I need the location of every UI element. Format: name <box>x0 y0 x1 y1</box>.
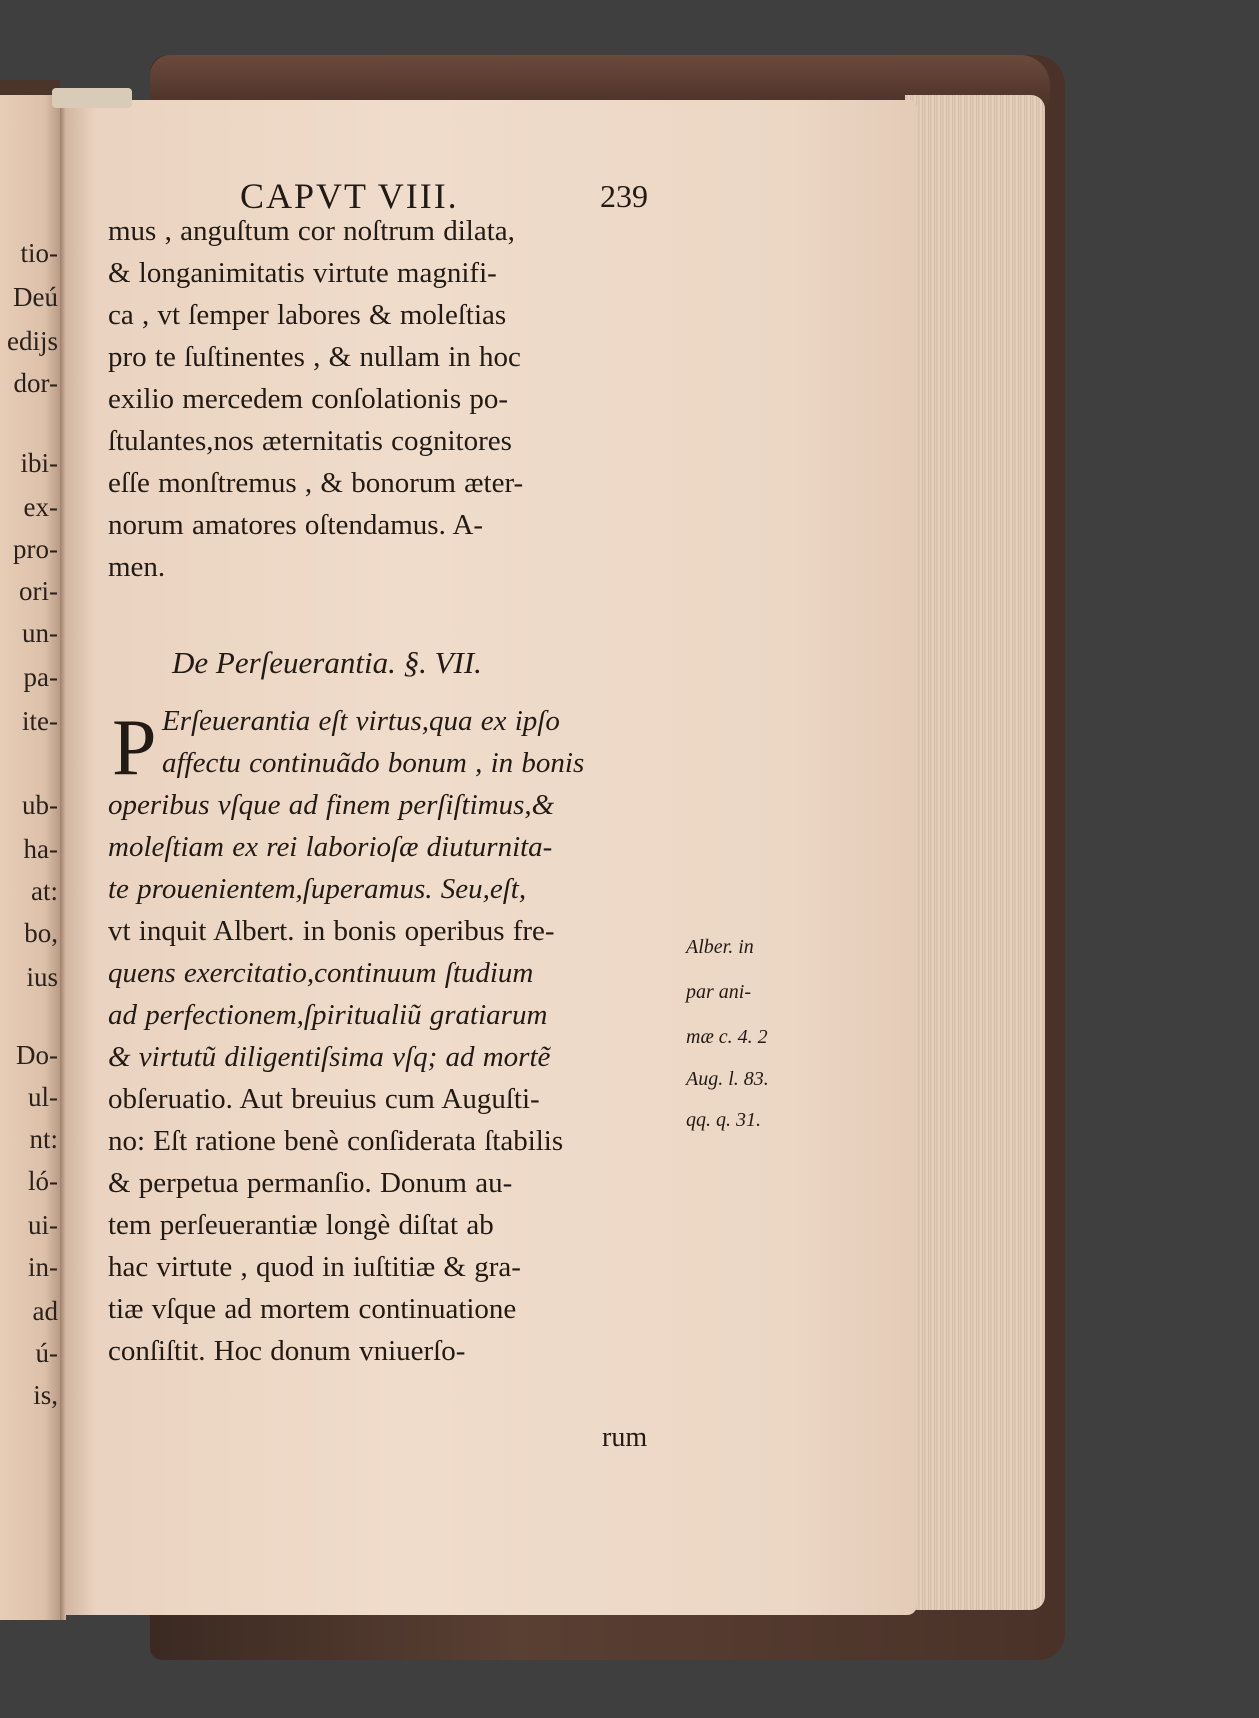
text-line: pro te ſuſtinentes , & nullam in hoc <box>108 341 521 373</box>
drop-cap: P <box>112 704 157 792</box>
text-line: tiæ vſque ad mortem continuatione <box>108 1293 517 1325</box>
text-line: no: Eſt ratione benè conſiderata ſtabilis <box>108 1125 564 1157</box>
left-page-fragment: in- <box>28 1252 58 1282</box>
text-line: ca , vt ſemper labores & moleſtias <box>108 299 507 331</box>
margin-note: mæ c. 4. 2 <box>686 1026 768 1048</box>
section-title: De Perſeuerantia. §. VII. <box>172 645 482 680</box>
left-page-fragment: un- <box>22 618 58 648</box>
text-line: quens exercitatio,continuum ſtudium <box>108 957 534 989</box>
binding-thread <box>52 88 132 108</box>
text-line: & perpetua permanſio. Donum au- <box>108 1167 513 1199</box>
left-page-fragment: ex- <box>23 492 58 522</box>
left-page-fragment: ui- <box>28 1210 58 1240</box>
text-line: tem perſeuerantiæ longè diſtat ab <box>108 1209 494 1241</box>
left-page-fragment: is, <box>33 1380 58 1410</box>
text-line: conſiſtit. Hoc donum vniuerſo- <box>108 1335 466 1367</box>
catchword: rum <box>602 1422 648 1453</box>
margin-note: qq. q. 31. <box>686 1109 761 1131</box>
text-line: te prouenientem,ſuperamus. Seu,eſt, <box>108 873 527 905</box>
text-line: affectu continuãdo bonum , in bonis <box>162 747 585 779</box>
text-line: moleſtiam ex rei laborioſæ diuturnita- <box>108 831 553 863</box>
left-page-fragment: ub- <box>22 790 58 820</box>
page-edges <box>905 95 1045 1610</box>
left-page-fragment: ha- <box>23 834 58 864</box>
margin-note: Alber. in <box>686 936 754 958</box>
text-line: vt inquit Albert. in bonis operibus fre- <box>108 915 555 947</box>
text-line: men. <box>108 551 166 583</box>
left-page-fragment: Deú <box>13 282 58 312</box>
left-page-fragment: Do- <box>16 1040 58 1070</box>
text-line: ſtulantes,nos æternitatis cognitores <box>108 425 512 457</box>
text-line: ad perfectionem,ſpiritualiũ gratiarum <box>108 999 548 1031</box>
left-page-fragment: ori- <box>19 576 58 606</box>
left-page-fragment: ló- <box>28 1166 58 1196</box>
left-page-fragment: ú- <box>35 1338 58 1368</box>
text-line: obſeruatio. Aut breuius cum Auguſti- <box>108 1083 540 1115</box>
gutter <box>60 95 66 1620</box>
left-page-fragment: dor- <box>13 368 58 398</box>
page-number: 239 <box>600 178 648 214</box>
running-header: CAPVT VIII. <box>240 176 459 216</box>
left-page-fragment: tio- <box>20 238 58 268</box>
left-page-fragment: bo, <box>24 918 58 948</box>
text-line: eſſe monſtremus , & bonorum æter- <box>108 467 524 499</box>
left-page-fragment: ad <box>32 1296 58 1326</box>
text-line: Erſeuerantia eſt virtus,qua ex ipſo <box>162 705 560 737</box>
left-page-fragment: ibi- <box>20 448 58 478</box>
text-line: norum amatores oſtendamus. A- <box>108 509 484 541</box>
left-page-fragment: nt: <box>29 1124 58 1154</box>
left-page-fragment: pro- <box>13 534 58 564</box>
text-line: operibus vſque ad finem perſiſtimus,& <box>108 789 555 821</box>
text-line: exilio mercedem conſolationis po- <box>108 383 509 415</box>
margin-note: Aug. l. 83. <box>686 1068 769 1090</box>
left-page-fragment: at: <box>31 876 58 906</box>
text-line: & virtutũ diligentiſsima vſq; ad mortẽ <box>108 1041 551 1073</box>
left-page-fragment: ius <box>26 962 58 992</box>
left-page-fragment: ite- <box>22 706 58 736</box>
left-page-fragment: edijs <box>7 326 58 356</box>
margin-note: par ani- <box>686 981 751 1003</box>
left-page-fragment: pa- <box>23 662 58 692</box>
left-page-fragment: ul- <box>28 1082 58 1112</box>
text-line: hac virtute , quod in iuſtitiæ & gra- <box>108 1251 521 1283</box>
text-line: & longanimitatis virtute magnifi- <box>108 257 497 289</box>
text-line: mus , anguſtum cor noſtrum dilata, <box>108 215 515 247</box>
